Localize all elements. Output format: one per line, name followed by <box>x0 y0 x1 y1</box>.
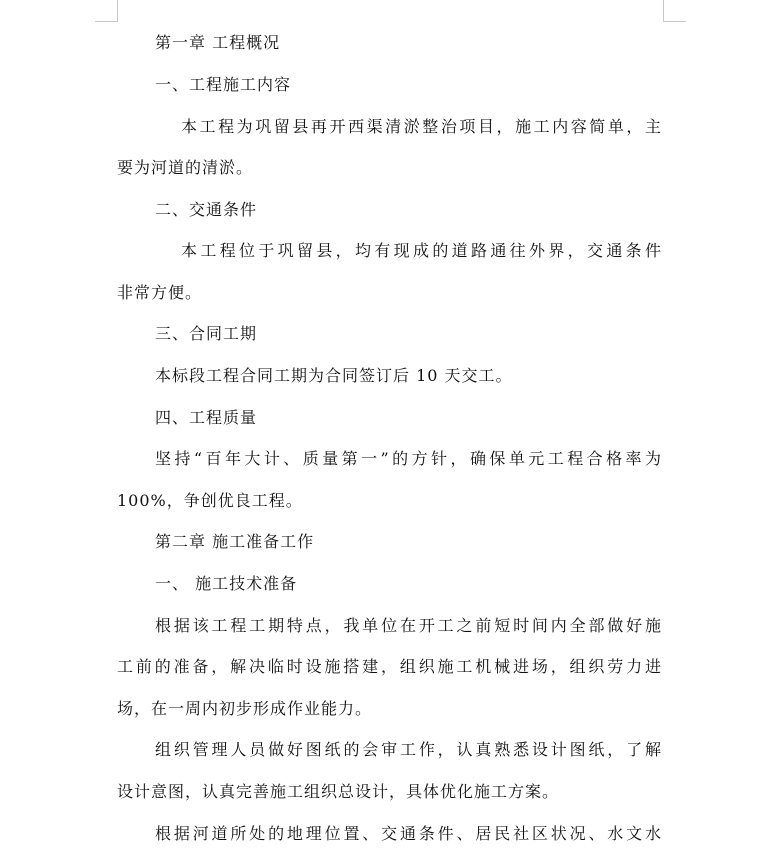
chapter-1-heading: 第一章 工程概况 <box>155 33 281 52</box>
section-heading-construction-content: 一、工程施工内容 <box>155 75 292 94</box>
paragraph-line: 根据河道所处的地理位置、交通条件、居民社区状况、水文水 <box>155 824 662 843</box>
section-heading-traffic: 二、交通条件 <box>155 200 258 219</box>
paragraph-line: 设计意图，认真完善施工组织总设计，具体优化施工方案。 <box>117 782 560 801</box>
paragraph-line: 本工程位于巩留县，均有现成的道路通往外界，交通条件 <box>181 241 662 260</box>
section-heading-quality: 四、工程质量 <box>155 408 258 427</box>
paragraph-line: 本工程为巩留县再开西渠清淤整治项目，施工内容简单，主 <box>181 117 662 136</box>
paragraph-line: 非常方便。 <box>117 283 203 302</box>
paragraph-line: 根据该工程工期特点，我单位在开工之前短时间内全部做好施 <box>155 616 662 635</box>
chapter-2-heading: 第二章 施工准备工作 <box>155 532 315 551</box>
section-heading-contract-period: 三、合同工期 <box>155 324 258 343</box>
paragraph-line: 坚持“百年大计、质量第一”的方针，确保单元工程合格率为 <box>155 449 662 468</box>
paragraph-line: 场，在一周内初步形成作业能力。 <box>117 699 373 718</box>
page-corner-mark-right <box>663 0 686 22</box>
paragraph-line: 工前的准备，解决临时设施搭建，组织施工机械进场，组织劳力进 <box>117 657 662 676</box>
page-corner-mark-left <box>95 0 118 22</box>
paragraph-line: 本标段工程合同工期为合同签订后 10 天交工。 <box>155 366 513 385</box>
section-heading-technical-preparation: 一、 施工技术准备 <box>155 574 298 593</box>
paragraph-line: 组织管理人员做好图纸的会审工作，认真熟悉设计图纸，了解 <box>155 740 662 759</box>
paragraph-line: 100%，争创优良工程。 <box>117 491 303 510</box>
paragraph-line: 要为河道的清淤。 <box>117 158 254 177</box>
